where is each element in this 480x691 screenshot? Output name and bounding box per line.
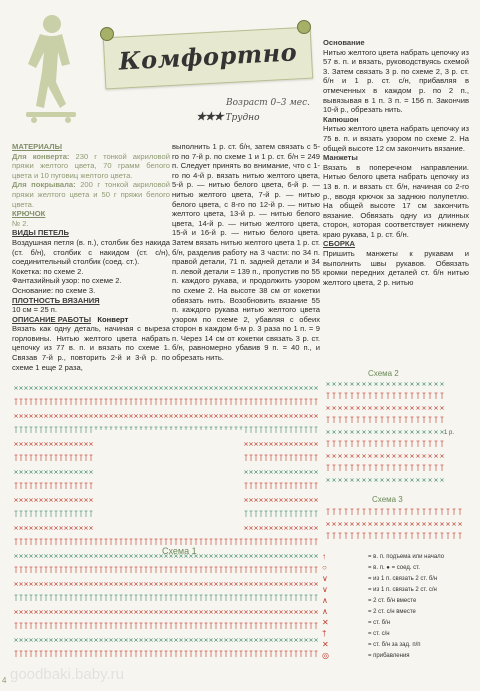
legend-symbol: ✕ [322,640,329,650]
stitches-text: Воздушная петля (в. п.), столбик без накида (ст. б/н), столбик с накидом (ст. с/н), соединительный столбик (соед. ст.). [12,237,170,267]
legend-symbol: ○ [322,563,327,573]
age-range: Возраст 0–3 мес. [226,98,311,108]
page-number: 4 [2,676,7,685]
materials-blanket: Для покрывала: 200 г тонкой акриловой пряжи желтого цвета и 50 г пряжи белого цвета. [12,180,170,209]
legend-text: = 2 ст. с/н вместе [368,609,416,616]
cuffs-heading: Манжеты [323,153,358,163]
scheme-2-label: Схема 2 [368,369,399,378]
legend-symbol: ✕ [322,618,329,628]
col2-text: выполнить 1 р. ст. б/н, затем связать с 5-го по 7-й р. по схеме 1 и 1 р. ст. б/н = 249 п. Следует принять во внимание, что с 1-го по 4-й р. вязать нитью желтого цвета, 5-й р. — нитью белого цвета, 6-й р. — нитью желтого цвета, 7-й р. — нитью белого цвета, с 8-го по 12-й р. — нитью желтого цвета, 13-й р. — нитью белого цвета, 14-й р. — нитью желтого цвета, 15-й и 16-й р. — нитью белого цвета. Затем вязать нитью желтого цвета 1 р. ст. б/н, разделив работу на 3 части: по 34 п. правой детали, 71 п. задней детали и 34 п. левой детали = 139 п., пропустив по 55 п. каждого рукава, и продолжить узором по схеме 2. На высоте 38 см от кокетки обвязать нить. Возобновить вязание 55 п. каждого рукава нитью желтого цвета узором по схеме 2, убавляя с обеих сторон в каждом 6-м р. 3 раза по 1 п. = 9 п. Через 14 см от кокетки связать 3 р. ст. б/н, равномерно убавив 9 п. = 40 п., и обрезать нить. [172,142,320,363]
scheme-3-diagram [322,494,470,548]
title-banner [103,27,313,90]
kokette-text: Кокетка: по схеме 2. [12,266,84,276]
legend-symbol: ↑ [322,552,326,562]
legend-text: = ст. с/н [368,631,390,638]
density-heading: ПЛОТНОСТЬ ВЯЗАНИЯ [12,295,100,305]
legend-row [322,607,470,618]
legend-symbol: ∧ [322,607,328,617]
legend-row [322,552,470,563]
difficulty [196,110,260,123]
scheme-1-label: Схема 1 [162,546,197,556]
legend-row [322,574,470,585]
difficulty-stars: ★★★ [196,110,223,123]
scheme-3-label: Схема 3 [372,495,403,504]
column-1 [12,142,170,372]
legend-symbol: ∨ [322,585,328,595]
legend-text: = в. п. ● = соед. ст. [368,565,420,572]
hood-heading: Капюшон [323,114,359,124]
hook-value: № 2. [12,218,29,228]
hood-description: Нитью желтого цвета набрать цепочку из 75 в. п. и вязать узором по схеме 2. На общей высоте 12 см закончить вязание. [323,124,469,153]
scheme-1-diagram [12,382,322,672]
legend-row [322,629,470,640]
symbol-legend [322,552,470,678]
fancy-text: Фантазийный узор: по схеме 2. [12,276,122,286]
column-3 [323,38,469,287]
work-heading-row: ОПИСАНИЕ РАБОТЫ Конверт [12,314,129,324]
hook-heading: КРЮЧОК [12,209,46,219]
pin-left [100,27,114,41]
legend-text: = 2 ст. б/н вместе [368,598,417,605]
watermark: goodbaki.baby.ru [10,666,124,683]
materials-heading: МАТЕРИАЛЫ [12,142,62,151]
legend-row [322,618,470,629]
legend-text: = в. п. подъема или начало [368,554,445,561]
legend-symbol: ∨ [322,574,328,584]
assembly-heading: СБОРКА [323,239,356,249]
legend-symbol: † [322,629,327,639]
skateboarder-illustration [22,12,82,124]
cuffs-description: Вязать в поперечном направлении. Нитью белого цвета набрать цепочку из 13 в. п. и вязать ст. б/н, начиная со 2-го р., вводя крючок за заднюю полупетлю. На общей высоте 17 см закончить вязание. Обвязать одну из длинных сторон, которая соответствует нижнему краю рукава, 1 р. ст. б/н. [323,162,469,239]
column-2 [172,142,320,363]
base-text: Основание: по схеме 3. [12,285,96,295]
legend-row [322,585,470,596]
density-value: 10 см = 25 п. [12,305,58,315]
base-description: Нитью желтого цвета набрать цепочку из 57 в. п. и вязать, руководствуясь схемой 3. Затем связать 3 р. по схеме 2, 3 р. ст. б/н и 1 р. ст. с/н, прибавляя в отмеченных в каждом р. по 2 п., вывязывая в 1 п. 3 п. = 156 п. Закончив 10-й р., обрезать нить. [323,47,469,115]
legend-text: = ст. б/н [368,620,391,627]
legend-row [322,640,470,651]
scheme-2-diagram [322,368,470,492]
assembly-description: Пришить манжеты к рукавам и выполнить швы рукавов. Обвязать кромки передних деталей ст. б/н нитью желтого цвета, 2 р. нитью [323,249,469,287]
legend-row [322,596,470,607]
difficulty-label: Трудно [225,113,260,123]
legend-text: = ст. б/н за зад. п/п [368,642,421,649]
base-heading: Основание [323,38,365,47]
legend-row [322,563,470,574]
pin-right [297,20,311,34]
page-title: Комфортно [118,37,298,76]
legend-text: = из 1 п. связать 2 ст. с/н [368,587,437,594]
row-label: 1 р. [444,430,455,436]
legend-symbol: ◎ [322,651,329,661]
legend-symbol: ∧ [322,596,328,606]
work-text: Вязать как одну деталь, начиная с вырезa горловины. Нитью желтого цвета набрать цепочку из 77 в. п. и вязать по схеме 1. Связав 7-й р., повторить 2-й и 3-й р. по схеме 1 еще 2 раза, [12,324,170,372]
legend-text: = из 1 п. связать 2 ст. б/н [368,576,438,583]
legend-text: = прибавления [368,653,410,660]
materials-envelope: Для конверта: 230 г тонкой акриловой пряжи желтого цвета, 70 грамм белого цвета и 10 пуговиц желтого цвета. [12,151,170,180]
legend-row [322,651,470,662]
stitches-heading: ВИДЫ ПЕТЕЛЬ [12,228,69,238]
